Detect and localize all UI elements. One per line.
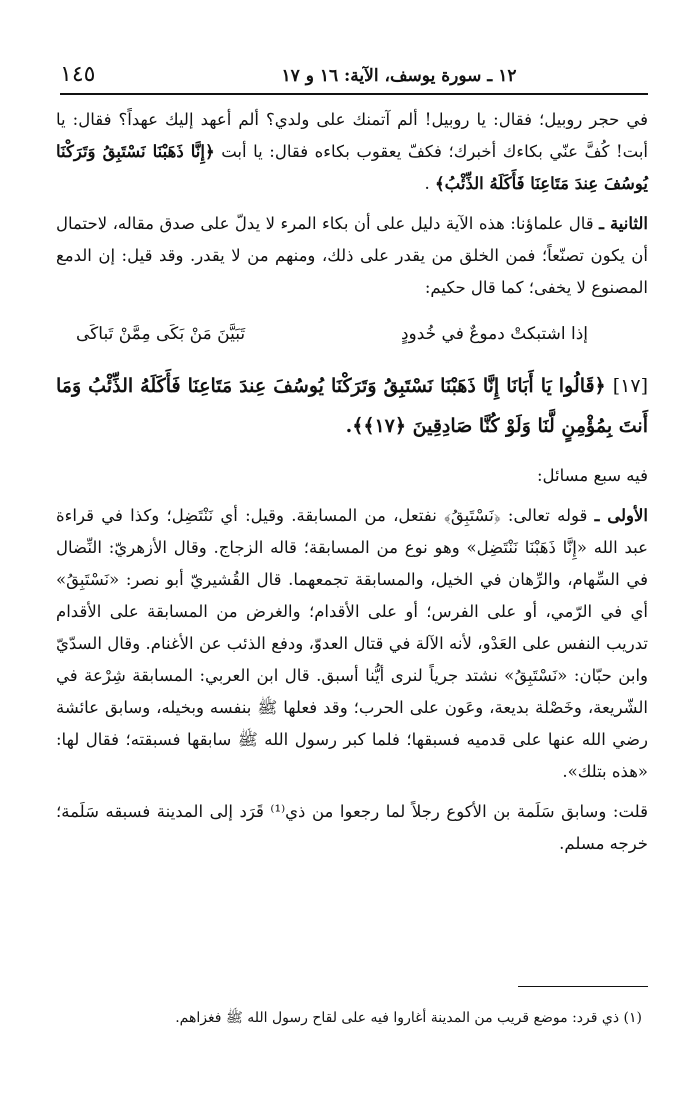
paragraph-1-end: .: [424, 174, 430, 193]
issue-heading-first: الأولى ـ: [594, 506, 648, 525]
poem-verse: [56, 318, 648, 350]
paragraph-1-text: في حجر روبيل؛ فقال: يا روبيل! ألم آتمنك على ولدي؟ ألم أعهد إليك عهداً؟ فقال: يا أبت! كُفَّ عنّي بكاءك أخبرك؛ فكفّ يعقوب بكاءه فقال: يا أبت: [56, 110, 649, 161]
paragraph-4-text: قوله تعالى: ﴿نَسْتَبِقُ﴾ نفتعل، من المسابقة. وقيل: أي نَنْتَضِل؛ وكذا في قراءة عبد الله «إِنَّا ذَهَبْنَا نَنْتَضِل» وهو نوع من المسابقة؛ قاله الزجاج. وقال الأزهريّ: النِّضال في السِّهام، والرِّهان في الخيل، والمسابقة تجمعهما. قال القُشيريّ أبو نصر: «نَسْتَبِقُ» أي في الرّمي، أو على الفرس؛ أو على الأقدام؛ والغرض من المسابقة على الأقدام تدريب النفس على العَدْو، لأنه الآلة في قتال العدوّ، ودفع الذئب عن الأغنام. وقال السدّيّ وابن حبّان: «نَسْتَبِقُ» نشتد جرياً لنرى أيُّنا أسبق. قال ابن العربي: المسابقة شِرْعة في الشّريعة، وخَصْلة بديعة، وعَون على الحرب؛ وقد فعلها ﷺ بنفسه وبخيله، وسابق عائشة رضي الله عنها على قدميه فسبقها؛ فلما كبر رسول الله ﷺ سابقها فسبقته؛ فقال لها: «هذه بتلك».: [56, 506, 648, 781]
paragraph-3: فيه سبع مسائل:: [536, 466, 648, 485]
paragraph-5: قلت: وسابق سَلَمة بن الأكوع رجلاً لما رجعوا من ذي⁽¹⁾ قَرَد إلى المدينة فسبقه سَلَمة؛ خرجه مسلم.: [56, 802, 648, 853]
footnote: (١) ذي قرد: موضع قريب من المدينة أغاروا فيه على لقاح رسول الله ﷺ فغزاهم.: [175, 1010, 642, 1026]
quran-verse-17: [56, 366, 648, 446]
header-rule: [60, 93, 648, 95]
footnote-rule: [518, 986, 648, 987]
verse-number: [١٧]: [612, 375, 648, 397]
issue-heading-second: الثانية ـ: [599, 214, 648, 233]
page-header: [60, 58, 648, 92]
poem-first-hemistich: إذا اشتبكتْ دموعٌ في خُدودٍ: [400, 324, 588, 344]
paragraph-2-text: قال علماؤنا: هذه الآية دليل على أن بكاء المرء لا يدلّ على صدق مقاله، لاحتمال أن يكون تصنّعاً؛ فمن الخلق من يقدر على ذلك، ومنهم من لا يقدر. وقد قيل: إن الدمع المصنوع لا يخفى؛ كما قال حكيم:: [56, 214, 648, 297]
page-body: [56, 104, 648, 868]
paragraph-4: [56, 500, 648, 788]
paragraph-2: [56, 208, 648, 304]
paragraph-1: [56, 104, 648, 200]
verse-text: ﴿قَالُوا يَا أَبَانَا إِنَّا ذَهَبْنَا نَسْتَبِقُ وَتَرَكْنَا يُوسُفَ عِندَ مَتَاعِنَا فَأَكَلَهُ الذِّئْبُ وَمَا أَنتَ بِمُؤْمِنٍ لَّنَا وَلَوْ كُنَّا صَادِقِينَ ﴿١٧﴾﴾.: [56, 375, 648, 437]
poem-second-hemistich: تَبَيَّنَ مَنْ بَكَى مِمَّنْ تَباكَى: [76, 324, 246, 344]
running-title: ١٢ ـ سورة يوسف، الآية: ١٦ و ١٧: [281, 66, 517, 86]
page-number: ١٤٥: [60, 62, 96, 87]
quran-quote: ﴿إِنَّا ذَهَبْنَا نَسْتَبِقُ وَتَرَكْنَا يُوسُفَ عِندَ مَتَاعِنَا فَأَكَلَهُ الذِّئْبُ﴾: [56, 142, 648, 193]
